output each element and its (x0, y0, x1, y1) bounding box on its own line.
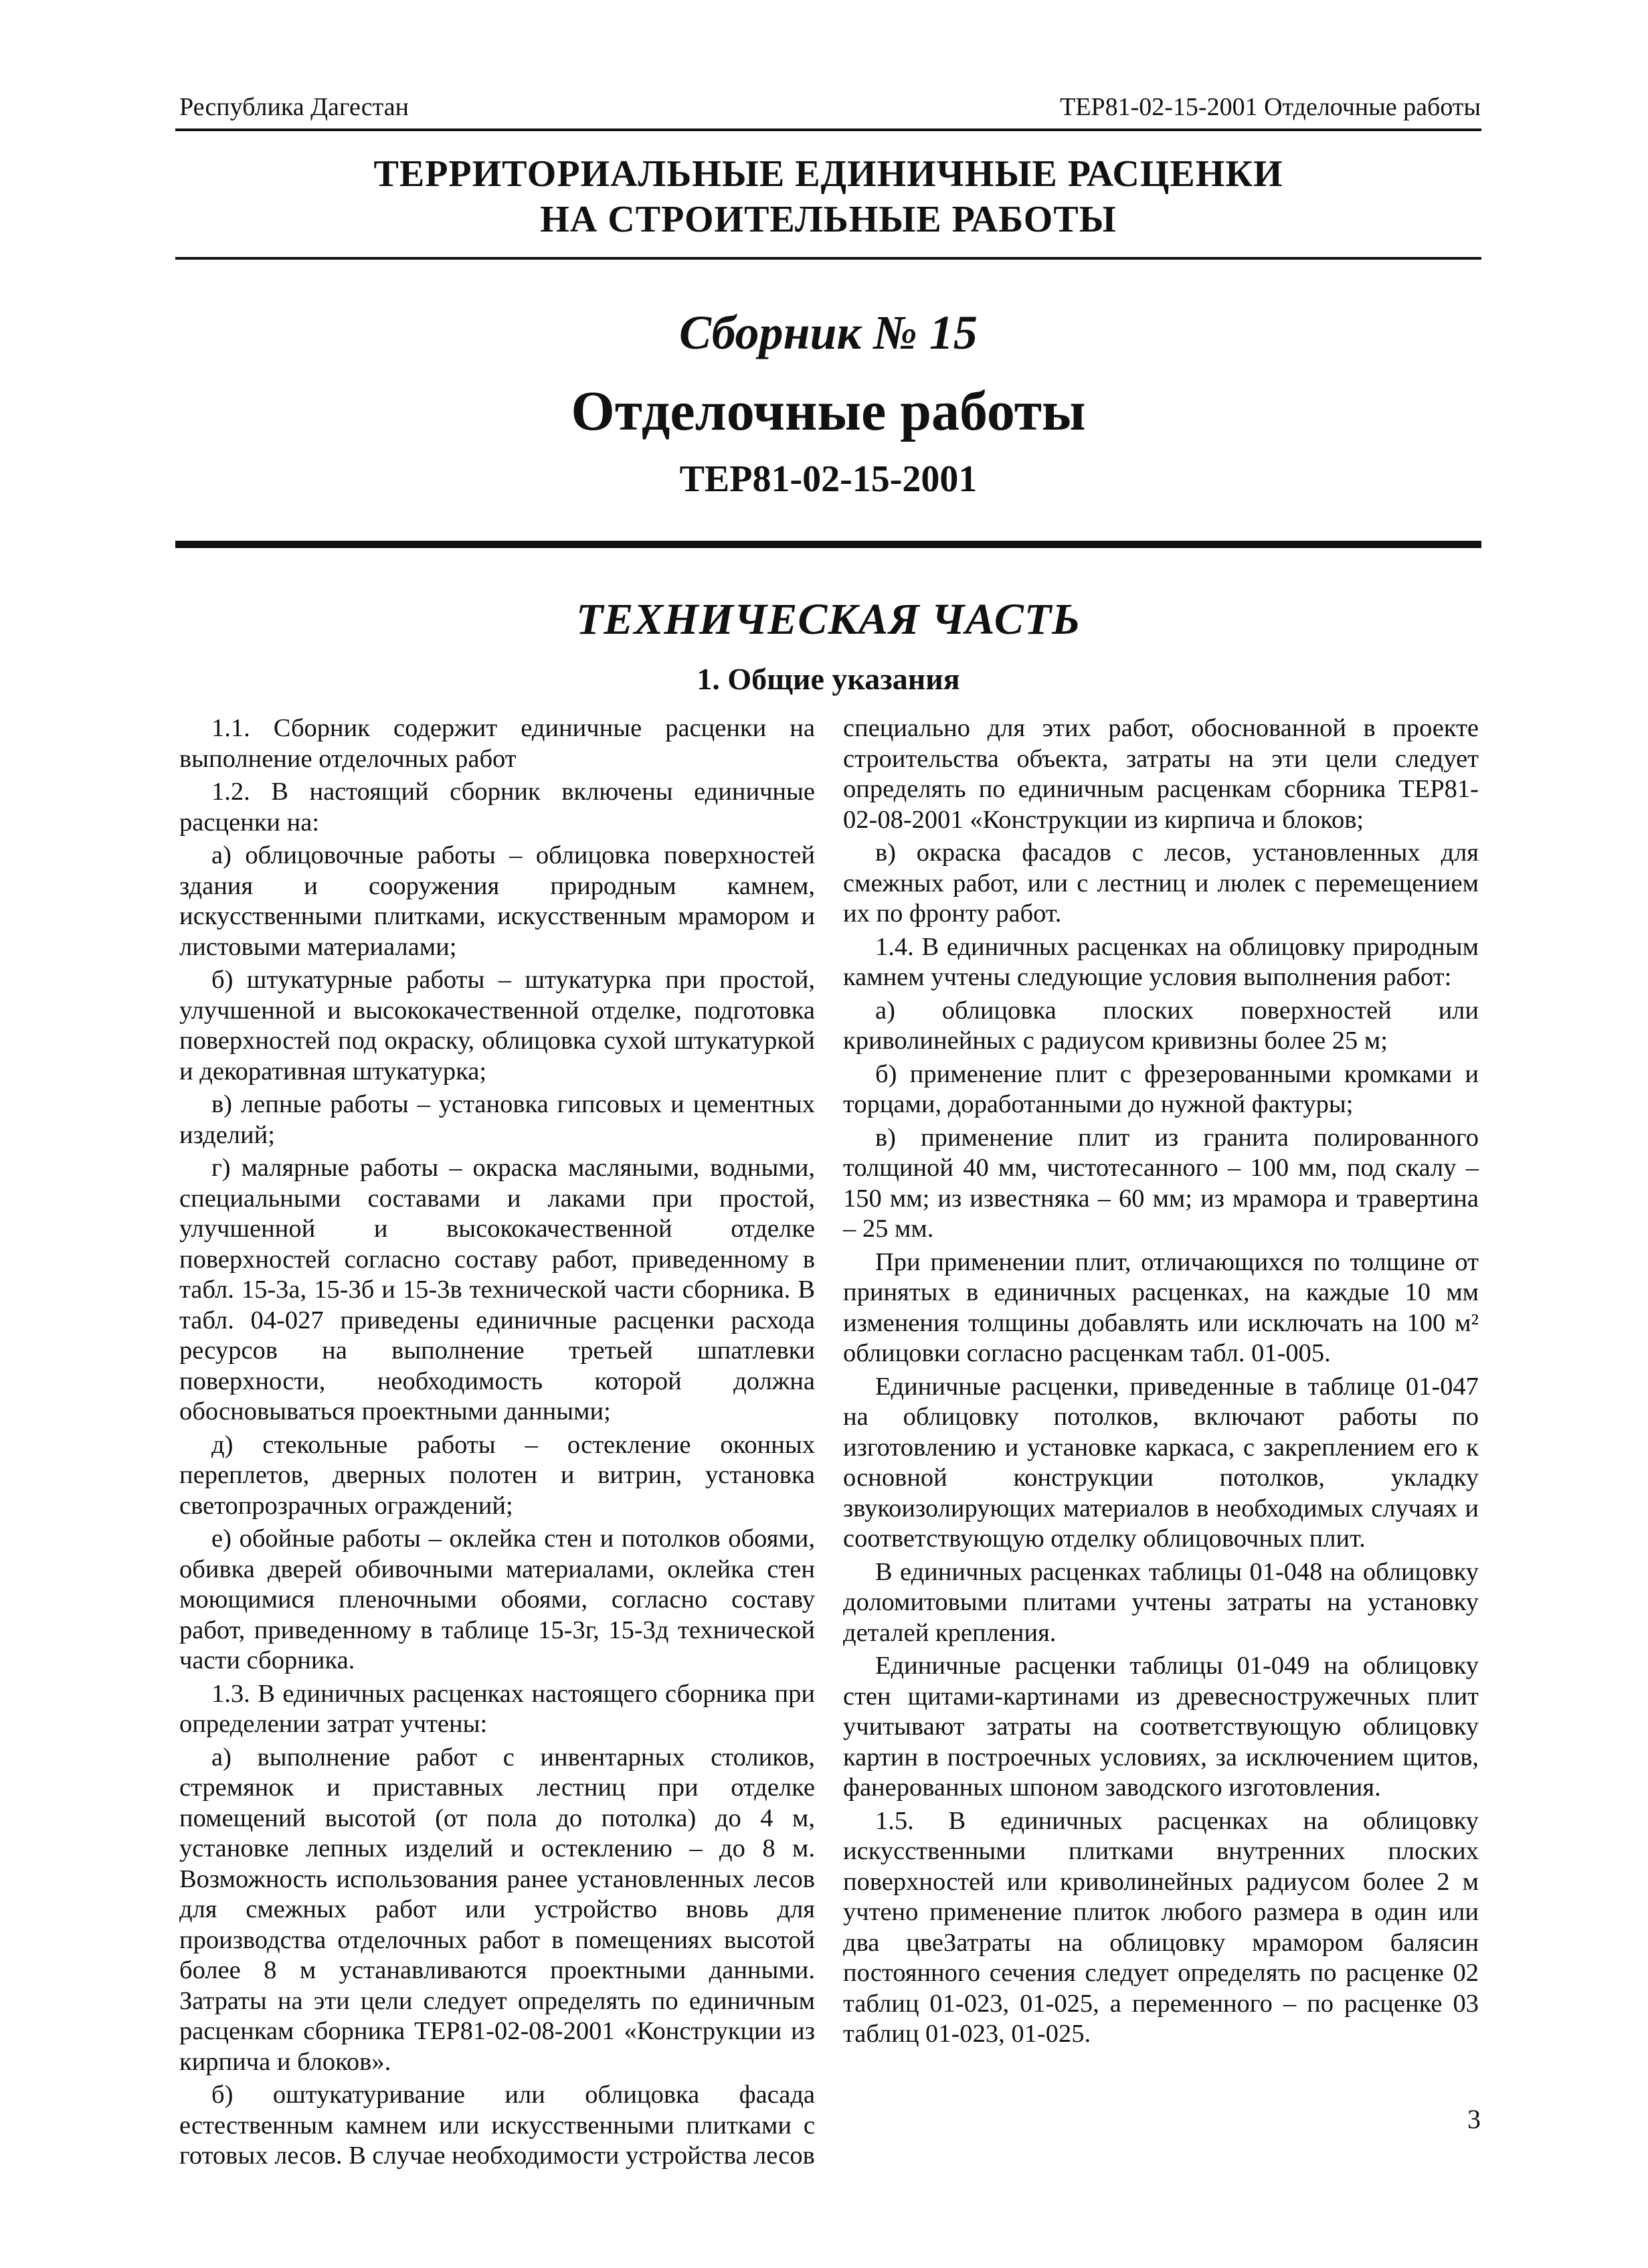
paragraph: Единичные расценки таблицы 01-049 на облицовку стен щитами-картинами из древесностружечных плит учитывают затраты на соответствующую облицовку картин в построечных условиях, за исключением щитов, фанерованных шпоном заводского изготовления. (843, 1652, 1479, 1802)
paragraph: в) лепные работы – установка гипсовых и цементных изделий; (179, 1090, 815, 1149)
paragraph: 1.4. В единичных расценках на облицовку природным камнем учтены следующие условия выполнения работ: (843, 932, 1479, 991)
heading-divider (175, 257, 1481, 260)
header-document-code: ТЕР81-02-15-2001 Отделочные работы (1060, 93, 1481, 121)
paragraph: в) применение плит из гранита полированного толщиной 40 мм, чистотесанного – 100 мм, под скалу – 150 мм; из известняка – 60 мм; из мрамора и травертина – 25 мм. (843, 1123, 1479, 1243)
main-heading-line-1: ТЕРРИТОРИАЛЬНЫЕ ЕДИНИЧНЫЕ РАСЦЕНКИ (373, 153, 1283, 195)
left-column (179, 713, 815, 2174)
paragraph-continued: специально для этих работ, обоснованной в проекте строительства объекта, затраты на эти цели следует определять по единичным расценкам сборника ТЕР81-02-08-2001 «Конструкции из кирпича и блоков; (843, 714, 1479, 834)
paragraph: 1.5. В единичных расценках на облицовку искусственными плитками внутренних плоских поверхностей или криволинейных радиусом более 2 м учтено применение плиток любого размера в один или два цвеЗатраты на облицовку мрамором балясин постоянного сечения следует определять по расценке 02 таблиц 01-023, 01-025, а переменного – по расценке 03 таблиц 01-023, 01-025. (843, 1806, 1479, 2048)
paragraph: а) облицовочные работы – облицовка поверхностей здания и сооружения природным камнем, искусственными плитками, искусственным мрамором и листовыми материалами; (179, 841, 815, 961)
main-heading-line-2: НА СТРОИТЕЛЬНЫЕ РАБОТЫ (540, 199, 1117, 240)
paragraph: г) малярные работы – окраска масляными, водными, специальными составами и лаками при простой, улучшенной и высококачественной отделке поверхностей согласно составу работ, приведенному в табл. 15-3а, 15-3б и 15-3в технической части сборника. В табл. 04-027 приведены единичные расценки расхода ресурсов на выполнение третьей шпатлевки поверхности, необходимость которой должна обосновываться проектными данными; (179, 1154, 815, 1425)
paragraph: д) стекольные работы – остекление оконных переплетов, дверных полотен и витрин, установка светопрозрачных ограждений; (179, 1430, 815, 1520)
paragraph: Единичные расценки, приведенные в таблице 01-047 на облицовку потолков, включают работы по изготовлению и установке каркаса, с закреплением его к основной конструкции потолков, укладку звукоизолирующих материалов в необходимых случаях и соответствующую отделку облицовочных плит. (843, 1372, 1479, 1553)
collection-number: Сборник № 15 (679, 306, 978, 359)
paragraph: б) штукатурные работы – штукатурка при простой, улучшенной и высококачественной отделке, подготовка поверхностей под окраску, облицовка сухой штукатуркой и декоративная штукатурка; (179, 966, 815, 1085)
paragraph: 1.2. В настоящий сборник включены единичные расценки на: (179, 778, 815, 837)
paragraph: а) выполнение работ с инвентарных столиков, стремянок и приставных лестниц при отделке помещений высотой (от пола до потолка) до 4 м, установке лепных изделий и остеклению – до 8 м. Возможность использования ранее установленных лесов для смежных работ или устройство вновь для производства отделочных работ в помещениях высотой более 8 м устанавливаются проектными данными. Затраты на эти цели следует определять по единичным расценкам сборника ТЕР81-02-08-2001 «Конструкции из кирпича и блоков». (179, 1743, 815, 2076)
part-title: ТЕХНИЧЕСКАЯ ЧАСТЬ (575, 595, 1081, 644)
paragraph: е) обойные работы – оклейка стен и потолков обоями, обивка дверей обивочными материалами, оклейка стен моющимися пленочными обоями, согласно составу работ, приведенному в таблице 15-3г, 15-3д технической части сборника. (179, 1524, 815, 1674)
paragraph: 1.1. Сборник содержит единичные расценки на выполнение отделочных работ (179, 714, 815, 773)
thick-divider (175, 541, 1481, 548)
paragraph: б) применение плит с фрезерованными кромками и торцами, доработанными до нужной фактуры; (843, 1059, 1479, 1118)
right-column (843, 713, 1479, 2053)
header-region: Республика Дагестан (179, 93, 409, 121)
collection-title: Отделочные работы (571, 380, 1086, 442)
page-number: 3 (1467, 2104, 1481, 2134)
paragraph: б) оштукатуривание или облицовка фасада естественным камнем или искусственными плитками с готовых лесов. В случае необходимости устройства лесов (179, 2081, 815, 2170)
header-divider (175, 128, 1481, 131)
paragraph: в) окраска фасадов с лесов, установленных для смежных работ, или с лестниц и люлек с перемещением их по фронту работ. (843, 839, 1479, 928)
paragraph: При применении плит, отличающихся по толщине от принятых в единичных расценках, на каждые 10 мм изменения толщины добавлять или исключать на 100 м² облицовки согласно расценкам табл. 01-005. (843, 1247, 1479, 1367)
paragraph: а) облицовка плоских поверхностей или криволинейных с радиусом кривизны более 25 м; (843, 996, 1479, 1055)
collection-code: ТЕР81-02-15-2001 (679, 458, 978, 500)
section-title: 1. Общие указания (697, 662, 960, 696)
paragraph: В единичных расценках таблицы 01-048 на облицовку доломитовыми плитами учтены затраты на установку деталей крепления. (843, 1557, 1479, 1647)
paragraph: 1.3. В единичных расценках настоящего сборника при определении затрат учтены: (179, 1679, 815, 1738)
